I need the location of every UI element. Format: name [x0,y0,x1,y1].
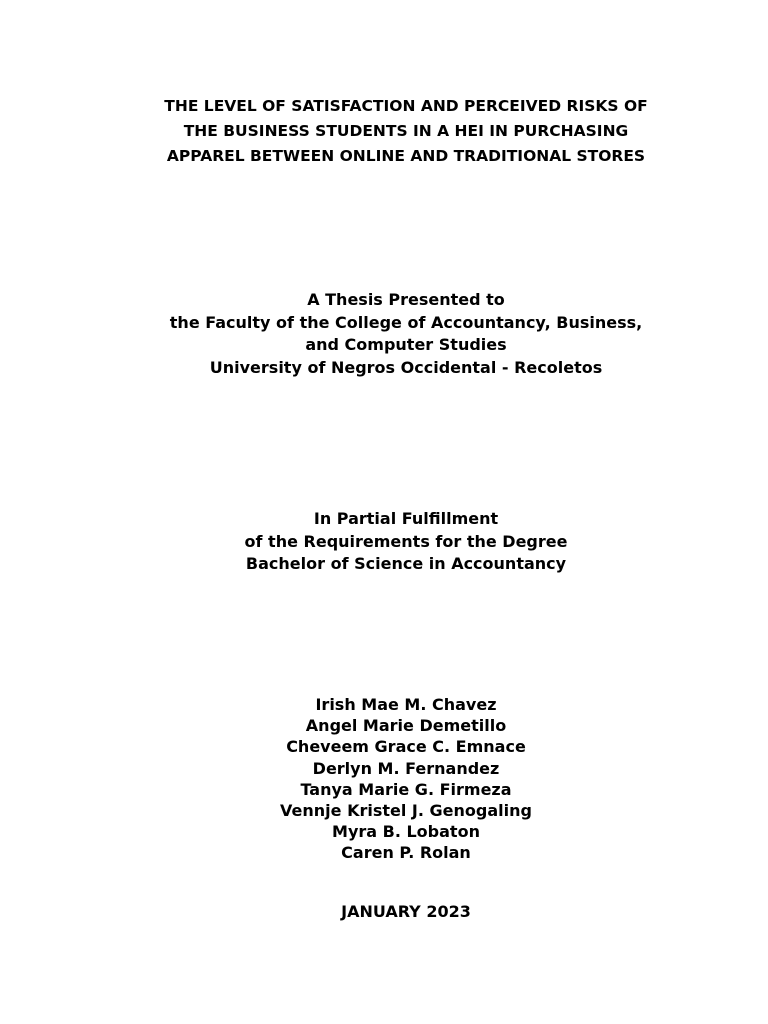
thesis-title [0,94,768,169]
fulfillment-line: Bachelor of Science in Accountancy [245,554,567,573]
submission-date: JANUARY 2023 [341,902,471,921]
author-name: Vennje Kristel J. Genogaling [280,801,532,821]
author-name: Caren P. Rolan [341,843,471,863]
fulfillment-line: of the Requirements for the Degree [244,531,568,551]
presentation-line: and Computer Studies [305,335,507,354]
title-line: THE LEVEL OF SATISFACTION AND PERCEIVED RISKS OF [164,97,648,115]
title-line: THE BUSINESS STUDENTS IN A HEI IN PURCHASING [183,122,629,140]
author-name: Tanya Marie G. Firmeza [300,779,512,799]
author-name: Angel Marie Demetillo [305,716,507,736]
presentation-statement [0,289,768,379]
presentation-line: the Faculty of the College of Accountancy, Business, [169,312,643,332]
presentation-line: University of Negros Occidental - Recoletos [209,357,603,377]
presentation-line: A Thesis Presented to [307,290,505,309]
degree-fulfillment-statement [0,508,768,576]
author-name: Irish Mae M. Chavez [315,695,497,714]
fulfillment-line: In Partial Fulfillment [313,509,499,528]
author-name: Cheveem Grace C. Emnace [286,737,526,757]
author-name: Myra B. Lobaton [332,822,480,842]
author-name: Derlyn M. Fernandez [312,758,500,778]
author-list [0,694,768,864]
title-line: APPAREL BETWEEN ONLINE AND TRADITIONAL STORES [166,147,646,165]
